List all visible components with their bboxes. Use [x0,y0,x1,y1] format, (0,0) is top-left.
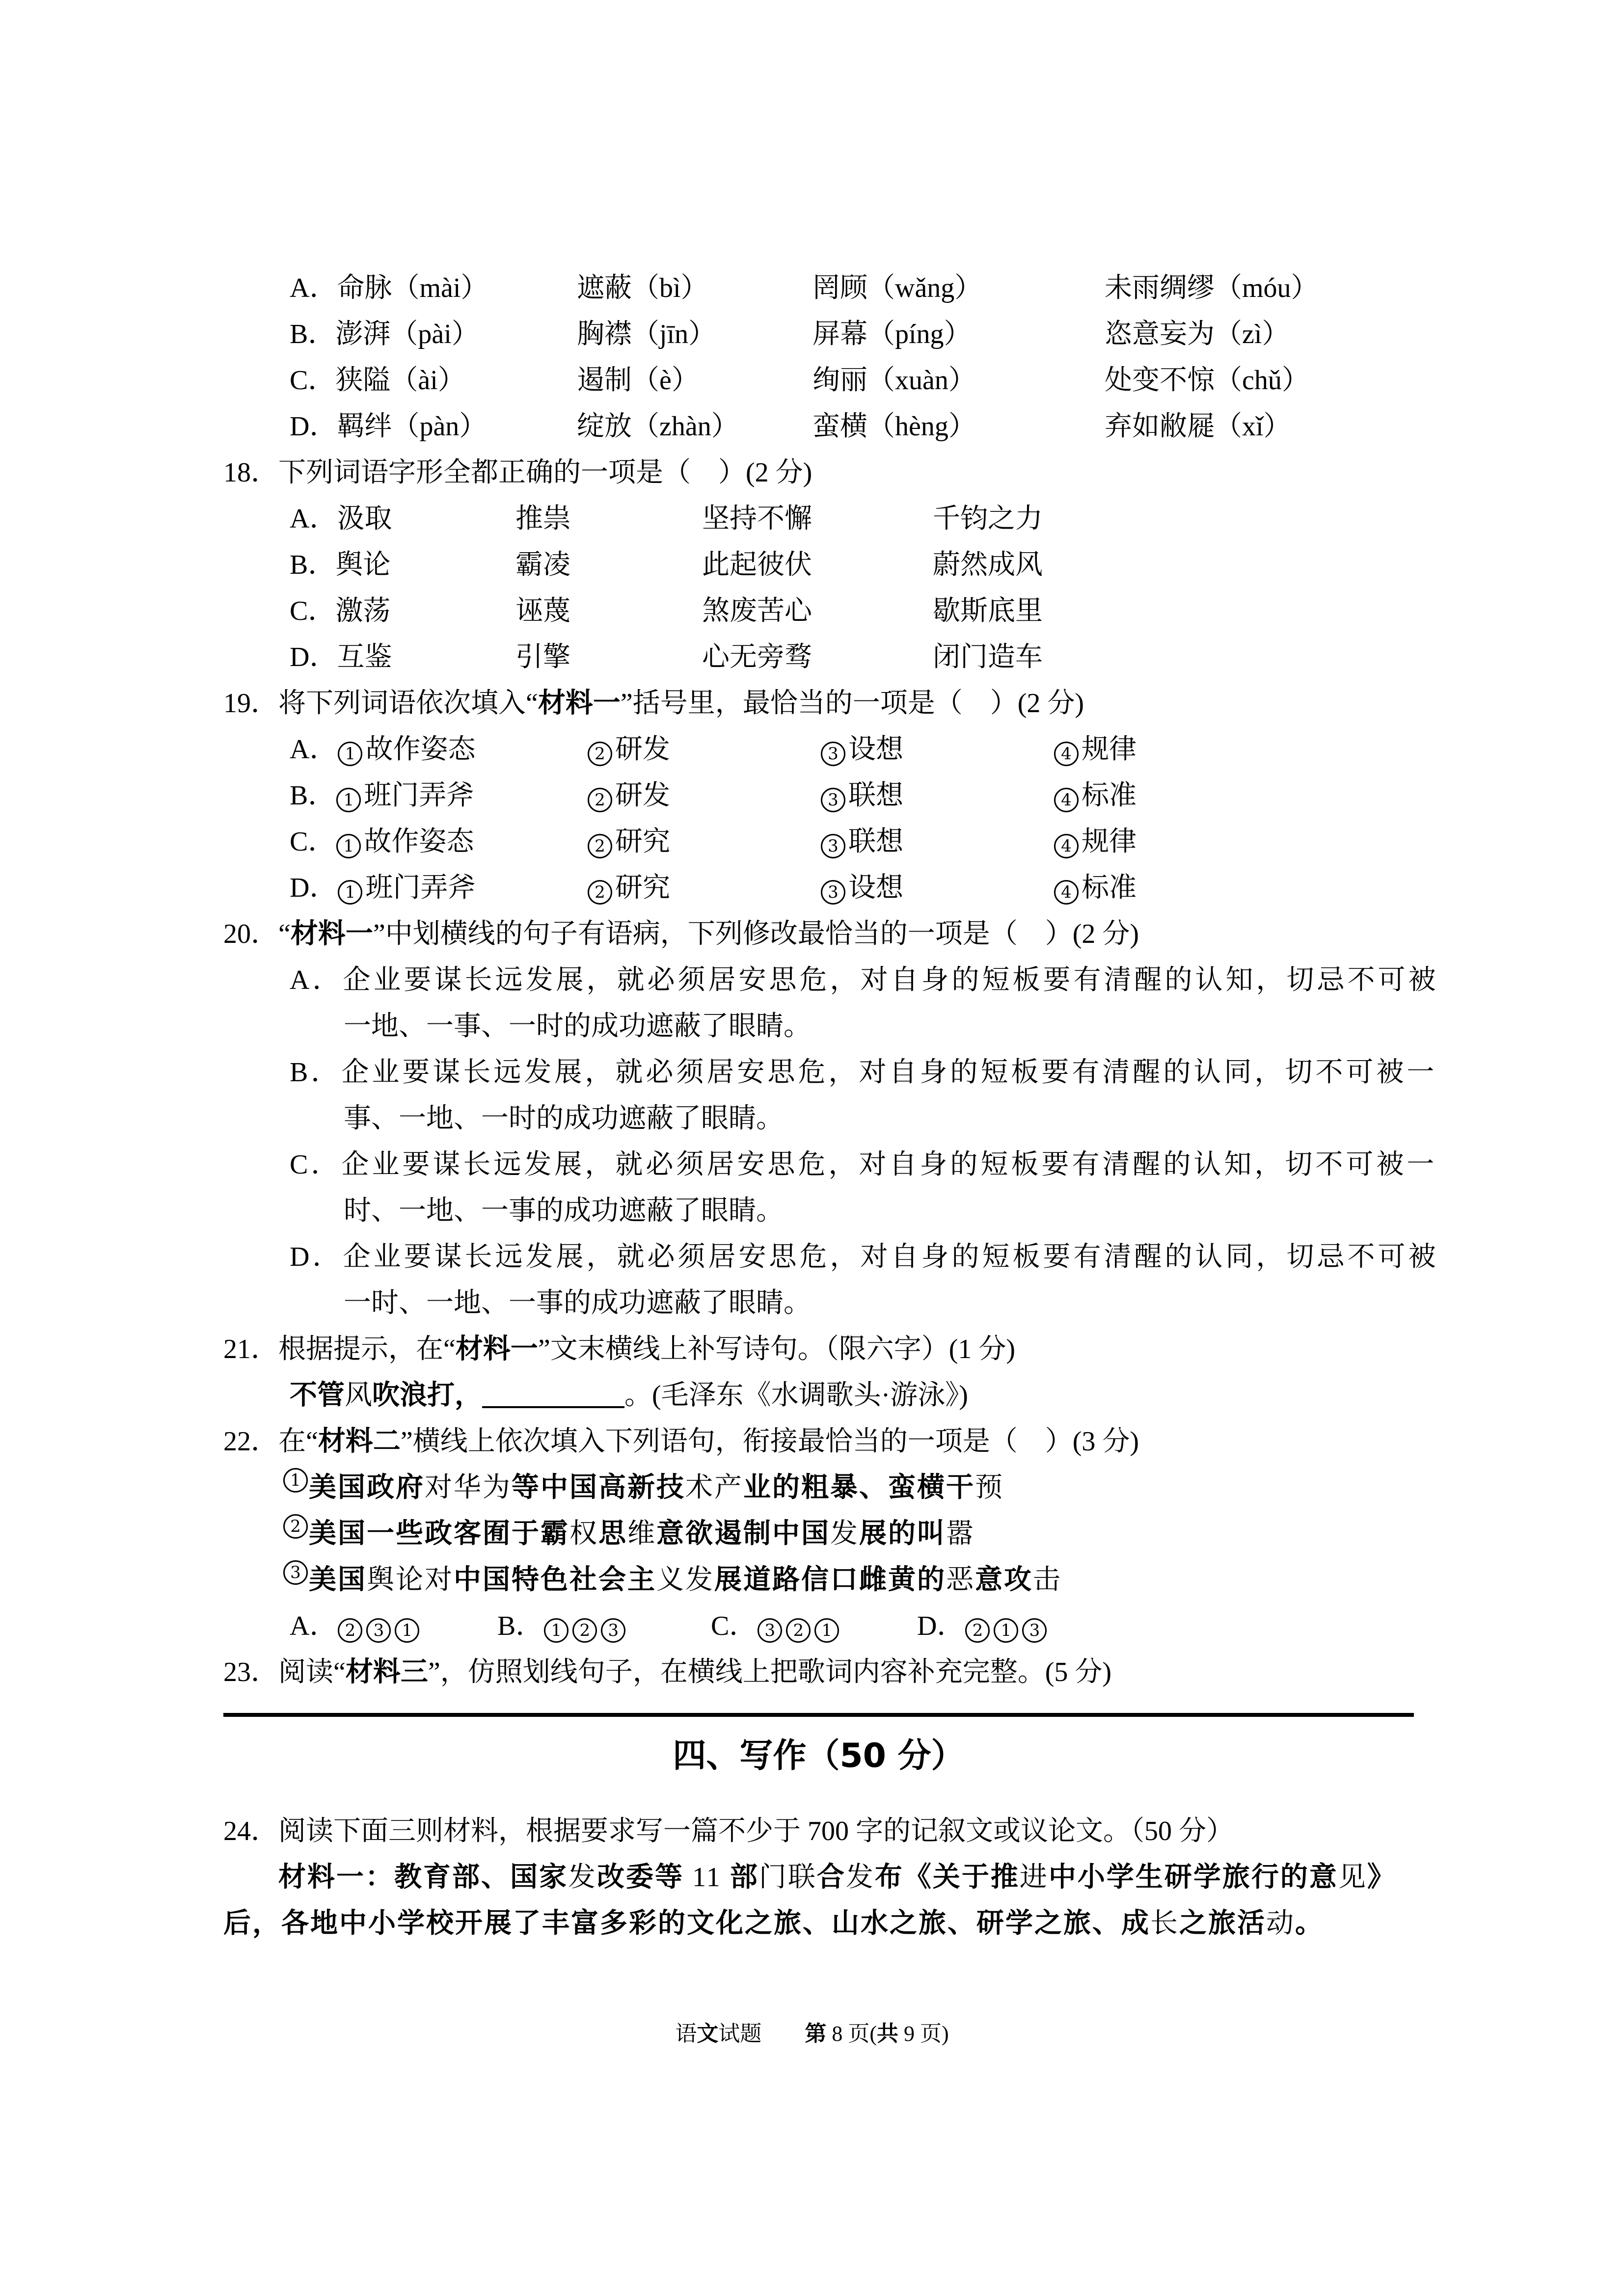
text-segment: 维 [627,1519,656,1549]
q18-option-row-a [290,496,1414,542]
text-segment: D． [917,1611,965,1641]
text-segment: 研发 [615,734,670,765]
circled-number: 1 [395,1618,419,1643]
text-segment: 材料二 [318,1425,401,1457]
text-segment: 风 [345,1380,372,1411]
circled-number: 2 [588,742,612,766]
q19-option-row-c [290,819,1414,865]
q22-statement-3 [282,1557,1414,1603]
text-segment: 恶 [946,1565,975,1595]
text-segment: 材料一 [455,1333,538,1365]
text-segment: C． [290,827,336,857]
word-item [820,773,1053,819]
text-segment: 设想 [848,873,903,903]
text-segment: 第 [805,2021,827,2046]
word-item: 绚丽（xuàn） [812,365,976,396]
text-segment: 语 [675,2022,697,2046]
word-item: 屏幕（píng） [812,319,972,349]
text-segment: 击 [1033,1565,1062,1595]
text-segment: ”括号里，最恰当的一项是（ ）(2 分) [620,688,1084,719]
circled-number: 1 [814,1618,839,1643]
text-segment: 思 [598,1518,627,1549]
text-segment: 》 [1367,1861,1396,1893]
text-segment: 9 页) [898,2022,949,2046]
q19-stem [223,680,1414,726]
circled-number: 2 [572,1618,597,1643]
text-segment: 吹浪打， [372,1379,482,1411]
q22-statement-1 [282,1465,1414,1511]
word-item: 闭门造车 [933,642,1043,672]
q24-material1-line1 [278,1854,1414,1900]
q18-option-row-c [290,588,1414,634]
word-item: B．舆论 [290,550,391,580]
text-segment: 发 [568,1862,597,1893]
text-segment: 发 [830,1519,859,1549]
q17-option-row-a [290,265,1414,311]
circled-number: 1 [544,1618,568,1643]
word-item [290,819,587,865]
text-segment: A． [290,1611,337,1641]
word-item [820,865,1053,911]
q19-option-row-b [290,773,1414,819]
q20-option-b-line2: 事、一地、一时的成功遮蔽了眼睛。 [344,1103,784,1134]
text-segment: B． [497,1611,543,1641]
word-item [820,726,1053,773]
text-segment: ”横线上依次填入下列语句，衔接最恰当的一项是（ ）(3 分) [400,1426,1139,1457]
word-item [587,773,820,819]
word-item: 煞废苦心 [702,596,812,626]
section-title: 四、写作（50 分） [673,1736,965,1775]
circled-number: 4 [1054,834,1079,858]
text-segment: 后，各地中小学校开展了丰富多彩的文化之旅、山水之旅、研学之旅、成 [223,1907,1150,1939]
text-segment: 共 [877,2021,898,2046]
text-segment: 文 [697,2021,719,2046]
word-item: 推祟 [515,504,570,534]
word-item [587,865,820,911]
section-divider [223,1713,1414,1717]
word-item [1053,865,1137,911]
circled-number: 2 [786,1618,811,1643]
word-item: 千钧之力 [933,504,1043,534]
circled-number: 1 [338,742,362,766]
q20-option-c-line2: 时、一地、一事的成功遮蔽了眼睛。 [344,1196,784,1226]
word-item [290,726,587,773]
word-item: 引擎 [515,642,570,672]
text-segment: 规律 [1082,734,1137,765]
text-segment: 材料一 [290,918,373,950]
text-segment: 标准 [1082,873,1137,903]
text-segment: ”，仿照划线句子，在横线上把歌词内容补充完整。(5 分) [428,1657,1112,1687]
q22-statement-2 [282,1511,1414,1557]
q24-material1-line2 [223,1900,1414,1947]
q20-option-a-line2: 一地、一事、一时的成功遮蔽了眼睛。 [344,1011,811,1041]
text-segment: 故作姿态 [364,827,474,857]
text-segment: 舆论对 [367,1565,454,1595]
word-item [1053,726,1137,773]
text-segment: 班门弄斧 [365,873,476,903]
page-footer [0,2010,1624,2057]
q23-stem [223,1649,1414,1695]
answer-choice [290,1603,497,1649]
circled-number: 3 [366,1618,391,1643]
circled-number: 4 [1054,880,1079,905]
text-segment: 等中国高新技 [512,1471,685,1503]
text-segment: 。 [1295,1907,1324,1939]
word-item: 处变不惊（chǔ） [1105,365,1309,396]
text-segment: 19．将下列词语依次填入“ [223,688,538,719]
circled-number: 3 [821,834,845,858]
q20-option-c-line1: C．企业要谋长远发展，就必须居安思危，对自身的短板要有清醒的认知，切不可被一 [290,1149,1437,1180]
text-segment: 动 [1266,1908,1295,1939]
q20-stem [223,911,1414,957]
text-segment: 8 页( [826,2022,877,2046]
text-segment: 21．根据提示，在“ [223,1334,456,1364]
word-item: 霸凌 [515,550,570,580]
word-item: 诬蔑 [515,596,570,626]
text-segment: 23．阅读“ [223,1657,346,1687]
text-segment: 研究 [615,827,670,857]
word-item: 未雨绸缪（móu） [1105,273,1319,303]
word-item: D．互鉴 [290,642,392,672]
q20-option-d-line2: 一时、一地、一事的成功遮蔽了眼睛。 [344,1288,811,1318]
text-segment: 见 [1338,1862,1367,1893]
circled-number: 1 [336,834,361,858]
text-segment: 对华为 [425,1472,512,1503]
text-segment: 故作姿态 [365,734,476,765]
text-segment: A． [290,734,337,765]
word-item [290,773,587,819]
q17-option-row-c [290,357,1414,403]
word-item: 绽放（zhàn） [577,411,739,442]
answer-blank-line [482,1379,624,1408]
word-item: 坚持不懈 [702,504,812,534]
text-segment: 22．在“ [223,1426,318,1457]
answer-choice [917,1603,1050,1649]
word-item: 胸襟（jīn） [577,319,716,349]
text-segment: 中国特色社会主 [454,1564,656,1596]
circled-number: 4 [1054,742,1079,766]
word-item: B．澎湃（pài） [290,319,479,349]
text-segment: 业的粗暴、蛮横干 [743,1471,975,1503]
q19-option-row-a [290,726,1414,773]
circled-number: 3 [821,742,845,766]
q22-option-row [290,1603,1414,1649]
word-item: A．命脉（mài） [290,273,488,303]
text-segment: 中小学生研学旅行的意 [1048,1861,1338,1893]
text-segment: 展道路信口雌黄的 [714,1564,946,1596]
text-segment: 材料一：教育部、国家 [278,1861,568,1893]
circled-number: 4 [1054,788,1079,812]
text-segment: 之旅活 [1179,1907,1266,1939]
text-segment: 意欲遏制中国 [656,1518,830,1549]
text-segment: D． [290,873,337,903]
circled-number: 2 [588,880,612,905]
word-item: 蛮横（hèng） [812,411,976,442]
q17-option-row-d [290,403,1414,450]
text-segment: 联想 [848,780,903,811]
word-item [587,819,820,865]
text-segment: 发 [845,1862,875,1893]
text-segment: 联想 [848,827,903,857]
circled-number: 2 [965,1618,990,1643]
circled-number: 1 [994,1618,1018,1643]
circled-number: 3 [601,1618,625,1643]
word-item: 蔚然成风 [933,550,1043,580]
q20-option-a-line1: A．企业要谋长远发展，就必须居安思危，对自身的短板要有清醒的认知，切忌不可被 [290,965,1439,995]
q24-block [223,1808,1414,1947]
text-segment: C． [711,1611,757,1641]
answer-choice [711,1603,917,1649]
circled-number: 3 [821,880,845,905]
text-segment: ”中划横线的句子有语病，下列修改最恰当的一项是（ ）(2 分) [373,919,1139,949]
q24-stem: 24．阅读下面三则材料，根据要求写一篇不少于 700 字的记叙文或议论文。（50 分） [223,1816,1234,1846]
word-item: A．汲取 [290,504,392,534]
circled-number: 2 [283,1514,308,1539]
word-item: C．狭隘（ài） [290,365,465,396]
text-segment: 预 [975,1472,1004,1503]
text-segment: 合 [816,1861,846,1893]
text-segment: 嚣 [946,1519,975,1549]
text-segment: B． [290,780,336,811]
word-item: 心无旁骛 [702,642,812,672]
word-item [1053,773,1137,819]
text-segment: 权 [569,1519,598,1549]
text-segment: 设想 [848,734,903,765]
text-segment: 门联 [758,1862,817,1893]
text-segment: ”文末横线上补写诗句。（限六字）(1 分) [538,1334,1016,1364]
word-item: 歇斯底里 [933,596,1043,626]
text-segment: 意攻 [975,1564,1033,1596]
text-segment: 美国一些政客囿于霸 [309,1518,569,1549]
text-segment: 术产 [685,1472,743,1503]
text-segment: 11 [684,1862,730,1893]
text-segment: 材料三 [345,1656,428,1688]
text-segment: 材料一 [538,687,621,719]
text-segment [761,2022,805,2046]
q18-option-row-d [290,634,1414,680]
word-item: 弃如敝屣（xǐ） [1105,411,1291,442]
q18-stem: 18．下列词语字形全都正确的一项是（ ）(2 分) [223,457,812,488]
word-item [820,819,1053,865]
circled-number: 3 [758,1618,782,1643]
text-segment: 义发 [656,1565,714,1595]
word-item [587,726,820,773]
word-item: 罔顾（wǎng） [812,273,982,303]
text-segment: 美国政府 [309,1471,425,1503]
circled-number: 1 [338,880,362,905]
answer-choice [497,1603,711,1649]
circled-number: 1 [336,788,361,812]
q19-option-row-d [290,865,1414,911]
text-segment: 进 [1019,1862,1049,1893]
circled-number: 2 [338,1618,362,1643]
circled-number: 3 [283,1560,308,1585]
q20-option-d-line1: D．企业要谋长远发展，就必须居安思危，对自身的短板要有清醒的认同，切忌不可被 [290,1242,1439,1272]
q21-poem-line [290,1372,1414,1418]
word-item: D．羁绊（pàn） [290,411,487,442]
text-segment: 班门弄斧 [364,780,474,811]
text-segment: 试题 [718,2022,762,2046]
word-item [1053,819,1137,865]
text-segment: 标准 [1082,780,1137,811]
word-item: 遮蔽（bì） [577,273,708,303]
word-item: 此起彼伏 [702,550,812,580]
text-segment: 展的叫 [859,1518,946,1549]
circled-number: 1 [283,1468,308,1493]
text-segment: 长 [1150,1908,1179,1939]
circled-number: 3 [1022,1618,1047,1643]
text-segment: 20．“ [223,919,291,949]
q18-option-row-b [290,542,1414,588]
word-item: 恣意妄为（zì） [1105,319,1290,349]
q22-stem [223,1418,1414,1465]
word-item [290,865,587,911]
text-segment: 研发 [615,780,670,811]
circled-number: 3 [821,788,845,812]
q21-stem [223,1326,1414,1372]
text-segment: 改委等 [597,1861,684,1893]
circled-number: 2 [588,834,612,858]
text-segment: 部 [730,1861,759,1893]
q20-option-b-line1: B．企业要谋长远发展，就必须居安思危，对自身的短板要有清醒的认同，切不可被一 [290,1057,1437,1088]
circled-number: 2 [588,788,612,812]
text-segment: 。(毛泽东《水调歌头·游泳》) [624,1380,968,1411]
word-item: 遏制（è） [577,365,699,396]
text-segment: 布《关于推 [874,1861,1020,1893]
text-segment: 美国 [309,1564,367,1596]
text-segment: 规律 [1082,827,1137,857]
text-segment: 不管 [290,1379,345,1411]
text-segment: 研究 [615,873,670,903]
word-item: C．激荡 [290,596,391,626]
q17-option-row-b [290,311,1414,357]
